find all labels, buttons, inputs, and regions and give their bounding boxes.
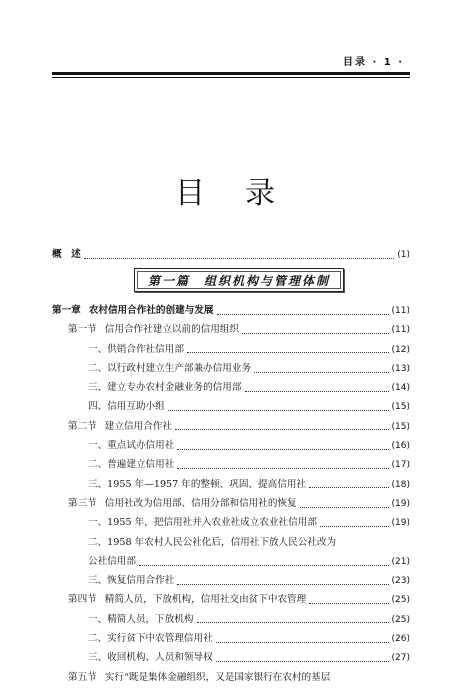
leader-dots: [177, 583, 388, 585]
toc-entry: [52, 398, 410, 417]
toc-entry-text: 二、普遍建立信用社: [88, 459, 175, 471]
toc-entry-text: 精简人员，下放机构，信用社交由贫下中农管理: [104, 594, 307, 606]
toc-entry-label: [68, 321, 239, 335]
toc-entry-number: 第四节: [68, 594, 97, 606]
toc-entry-label: [88, 534, 336, 548]
toc-entry-text: 一、1955 年，把信用社并入农业社成立农业社信用部: [88, 517, 317, 529]
toc-entry-label: [88, 341, 184, 355]
leader-dots: [254, 371, 388, 373]
toc-entry-page: (16): [391, 441, 410, 452]
leader-dots: [177, 448, 388, 450]
leader-dots: [168, 409, 389, 411]
toc-entry-label: [88, 611, 194, 625]
toc-entry-text: 四、信用互助小组: [88, 401, 165, 413]
toc-entry-page: (27): [391, 653, 410, 664]
toc-entry-label: [68, 669, 330, 683]
toc-list: [52, 302, 410, 688]
header-rule-thin: [52, 77, 410, 78]
toc-entry-page: (13): [391, 363, 410, 374]
toc-entry-text: 三、建立专办农村金融业务的信用部: [88, 382, 242, 394]
toc-entry-label: [88, 649, 213, 663]
toc-entry-page: (21): [391, 556, 410, 567]
toc-entry-label: [52, 302, 214, 316]
toc-entry-page: (25): [391, 614, 410, 625]
toc-entry-number: 第三节: [68, 497, 97, 509]
toc-entry-number: 第二节: [68, 420, 97, 432]
header-rule-thick: [52, 72, 410, 75]
leader-dots: [175, 428, 389, 430]
toc-entry-text: 三、恢复信用合作社: [88, 575, 175, 587]
leader-dots: [320, 525, 389, 527]
toc-entry: [52, 456, 410, 475]
toc-entry: [52, 514, 410, 533]
leader-dots: [216, 641, 389, 643]
toc-entry-text: 信用合作社建立以前的信用组织: [104, 324, 240, 336]
leader-dots: [139, 564, 389, 566]
toc-entry-label: [88, 379, 242, 393]
toc-entry-label: [68, 418, 172, 432]
toc-entry-page: (15): [391, 402, 410, 413]
toc-entry-text: 实行“既是集体金融组织，又是国家银行在农村的基层: [104, 671, 331, 683]
toc-entry-label: [88, 476, 306, 490]
leader-dots: [84, 257, 394, 259]
toc-entry-number: 第一节: [68, 324, 97, 336]
overview-label: 概 述: [52, 249, 81, 260]
toc-entry: [52, 553, 410, 572]
toc-entry-label: [88, 630, 213, 644]
toc-entry: [52, 379, 410, 398]
toc-entry-text: 公社信用部: [88, 555, 136, 567]
toc-entry-text: 一、精简人员，下放机构: [88, 613, 194, 625]
toc-entry: [52, 476, 410, 495]
leader-dots: [197, 621, 389, 623]
toc-entry-page: (23): [391, 576, 410, 587]
toc-entry-label: [88, 360, 251, 374]
toc-entry: [52, 669, 410, 688]
toc-entry-text: 一、重点试办信用社: [88, 440, 175, 452]
toc-entry-page: (11): [391, 306, 410, 316]
toc-entry-text: 建立信用合作社: [104, 420, 172, 432]
overview-page: (1): [397, 250, 410, 260]
toc-entry-label: [88, 437, 174, 451]
toc-entry-page: (25): [391, 595, 410, 606]
toc-entry-text: 农村信用合作社的创建与发展: [88, 305, 214, 316]
toc-entry-text: 三、1955 年—1957 年的整顿、巩固、提高信用社: [88, 478, 307, 490]
page-title: 目录: [175, 176, 315, 211]
running-head: 目录 · 1 ·: [343, 57, 404, 68]
toc-entry-page: (19): [391, 498, 410, 509]
leader-dots: [309, 602, 388, 604]
leader-dots: [300, 506, 389, 508]
toc-entry-label: [88, 553, 136, 567]
toc-entry-page: (15): [391, 421, 410, 432]
toc-entry-page: (14): [391, 383, 410, 394]
part-heading-label: 第一篇 组织机构与管理体制: [147, 273, 330, 288]
part-heading: [134, 268, 344, 292]
toc-entry-number: 第五节: [68, 671, 97, 683]
toc-entry-page: (19): [391, 518, 410, 529]
toc-entry-text: 二、实行贫下中农管理信用社: [88, 633, 213, 645]
toc-entry: [52, 534, 410, 553]
leader-dots: [187, 351, 389, 353]
leader-dots: [217, 313, 389, 315]
toc-entry: [52, 572, 410, 591]
leader-dots: [333, 680, 407, 681]
toc-entry-page: (11): [391, 325, 410, 336]
toc-entry-number: 第一章: [52, 305, 81, 316]
toc-entry-page: (17): [391, 460, 410, 471]
toc-entry-text: 一、供销合作社信用部: [88, 343, 184, 355]
toc-entry-page: (18): [391, 479, 410, 490]
toc-entry-label: [88, 456, 174, 470]
leader-dots: [309, 486, 388, 488]
toc-entry: [52, 591, 410, 610]
toc-entry: [52, 321, 410, 340]
leader-dots: [216, 660, 389, 662]
toc-entry-page: (26): [391, 634, 410, 645]
toc-entry: [52, 495, 410, 514]
toc-entry: [52, 341, 410, 360]
toc-entry-page: (12): [391, 344, 410, 355]
toc-entry-label: [68, 495, 297, 509]
leader-dots: [177, 467, 388, 469]
toc-entry-label: [88, 398, 165, 412]
toc-entry: [52, 649, 410, 668]
toc-entry: [52, 302, 410, 321]
toc-entry: [52, 360, 410, 379]
toc-entry: [52, 418, 410, 437]
leader-dots: [245, 390, 389, 392]
toc-entry-label: [68, 591, 306, 605]
toc-entry: [52, 437, 410, 456]
toc-entry-text: 信用社改为信用部、信用分部和信用社的恢复: [104, 497, 297, 509]
toc-entry-label: [88, 514, 317, 528]
toc-entry: [52, 611, 410, 630]
toc-entry-label: [88, 572, 174, 586]
toc-entry-text: 二、1958 年农村人民公社化后，信用社下放人民公社改为: [88, 536, 337, 548]
leader-dots: [242, 332, 388, 334]
toc-entry: [52, 630, 410, 649]
leader-dots: [339, 545, 407, 546]
toc-entry-text: 三、收回机构、人员和领导权: [88, 652, 213, 664]
overview-entry: [52, 246, 410, 265]
toc-entry-text: 二、以行政村建立生产部兼办信用业务: [88, 362, 252, 374]
